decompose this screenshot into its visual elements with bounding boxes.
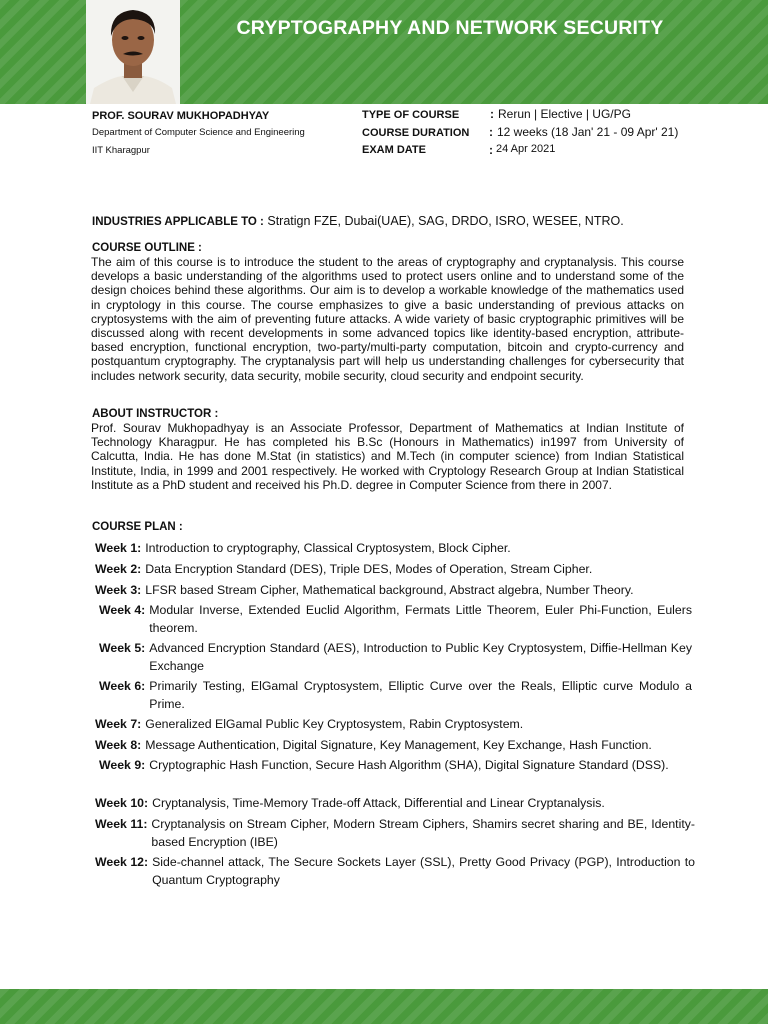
- week-label: Week 7:: [95, 717, 142, 731]
- course-type-label: TYPE OF COURSE: [362, 109, 460, 121]
- industries-value: Stratign FZE, Dubai(UAE), SAG, DRDO, ISRO, WESEE, NTRO.: [267, 214, 624, 228]
- week-topics: Generalized ElGamal Public Key Cryptosystem, Rabin Cryptosystem.: [145, 717, 524, 731]
- week-item-12: [95, 854, 695, 889]
- week-item-8: [95, 737, 695, 755]
- week-item-11: [95, 816, 695, 851]
- week-label: Week 12:: [95, 855, 149, 869]
- week-label: Week 10:: [95, 796, 149, 810]
- instructor-name: PROF. SOURAV MUKHOPADHYAY: [92, 110, 270, 122]
- week-topics: Data Encryption Standard (DES), Triple DES, Modes of Operation, Stream Cipher.: [145, 562, 593, 576]
- exam-date-colon: :: [489, 143, 493, 157]
- industries-label: INDUSTRIES APPLICABLE TO :: [92, 216, 264, 228]
- week-label: Week 9:: [99, 758, 146, 772]
- week-label: Week 11:: [95, 817, 148, 831]
- course-outline-text: The aim of this course is to introduce the student to the areas of cryptography and cryptanalysis. This course develops a basic understanding of the algorithms used to protect users online and to understand some of the design choices behind these algorithms. Our aim is to develop a workable knowledge of the mathematics used in cryptology in this course. The course emphasizes to give a basic understanding of previous attacks on cryptosystems with the aim of preventing future attacks. A wide variety of basic cryptographic primitives will be discussed along with recent developments in some advanced topics like identity-based encryption, attribute-based encryption, functional encryption, two-party/multi-party computation, bitcoin and crypto-currency and postquantum cryptography. The cryptanalysis part will help us understanding challenges for cybersecurity that includes network security, data security, mobile security, cloud security and endpoint security.: [91, 255, 684, 383]
- week-topics: LFSR based Stream Cipher, Mathematical background, Abstract algebra, Number Theory.: [145, 583, 634, 597]
- week-label: Week 6:: [99, 679, 146, 693]
- week-topics: Introduction to cryptography, Classical Cryptosystem, Block Cipher.: [145, 541, 511, 555]
- week-item-1: [95, 540, 695, 558]
- week-topics: Primarily Testing, ElGamal Cryptosystem, Elliptic Curve over the Reals, Elliptic curve Modulo a Prime.: [149, 679, 692, 711]
- about-instructor-text: Prof. Sourav Mukhopadhyay is an Associate Professor, Department of Mathematics at Indian Institute of Technology Kharagpur. He has completed his B.Sc (Honours in Mathematics) in1997 from University of Calcutta, India. He has done M.Stat (in statistics) and M.Tech (in computer science) from Indian Statistical Institute, India, in 1999 and 2001 respectively. He worked with Cryptology Research Group at Indian Statistical Institute as a PhD student and received his Ph.D. degree in Computer Science from there in 2007.: [91, 421, 684, 492]
- exam-date-label: EXAM DATE: [362, 144, 426, 156]
- week-item-7: [95, 716, 695, 734]
- footer-banner: [0, 989, 768, 1024]
- week-topics: Advanced Encryption Standard (AES), Introduction to Public Key Cryptosystem, Diffie-Hellman Key Exchange: [149, 641, 692, 673]
- course-plan-heading: COURSE PLAN :: [92, 521, 183, 533]
- course-duration-colon: :: [489, 125, 493, 139]
- instructor-photo: [86, 0, 180, 104]
- week-item-4: [99, 602, 692, 637]
- week-item-9: [99, 757, 692, 775]
- week-item-6: [99, 678, 692, 713]
- instructor-department: Department of Computer Science and Engineering: [92, 127, 305, 138]
- course-outline-heading: COURSE OUTLINE :: [92, 242, 202, 254]
- week-label: Week 5:: [99, 641, 146, 655]
- about-instructor-heading: ABOUT INSTRUCTOR :: [92, 408, 219, 420]
- week-label: Week 4:: [99, 603, 146, 617]
- page-title: CRYPTOGRAPHY AND NETWORK SECURITY: [236, 17, 664, 39]
- course-type-colon: :: [490, 107, 494, 121]
- week-label: Week 1:: [95, 541, 142, 555]
- week-topics: Cryptographic Hash Function, Secure Hash Algorithm (SHA), Digital Signature Standard (DSS).: [149, 758, 669, 772]
- week-topics: Side-channel attack, The Secure Sockets Layer (SSL), Pretty Good Privacy (PGP), Introduction to Quantum Cryptography: [152, 855, 695, 887]
- industries-line: [92, 214, 624, 228]
- course-type-value: Rerun | Elective | UG/PG: [498, 107, 631, 121]
- week-item-2: [95, 561, 695, 579]
- week-item-5: [99, 640, 692, 675]
- week-topics: Message Authentication, Digital Signature, Key Management, Key Exchange, Hash Function.: [145, 738, 652, 752]
- week-topics: Modular Inverse, Extended Euclid Algorithm, Fermats Little Theorem, Euler Phi-Function, Eulers theorem.: [149, 603, 692, 635]
- instructor-institute: IIT Kharagpur: [92, 145, 150, 156]
- exam-date-value: 24 Apr 2021: [496, 143, 556, 155]
- week-item-3: [95, 582, 695, 600]
- week-label: Week 8:: [95, 738, 142, 752]
- week-topics: Cryptanalysis, Time-Memory Trade-off Attack, Differential and Linear Cryptanalysis.: [152, 796, 605, 810]
- week-label: Week 3:: [95, 583, 142, 597]
- week-topics: Cryptanalysis on Stream Cipher, Modern Stream Ciphers, Shamirs secret sharing and BE, Identity-based Encryption (IBE): [151, 817, 695, 849]
- week-label: Week 2:: [95, 562, 142, 576]
- course-duration-value: 12 weeks (18 Jan' 21 - 09 Apr' 21): [497, 125, 679, 139]
- course-duration-label: COURSE DURATION: [362, 127, 470, 139]
- week-item-10: [95, 795, 695, 813]
